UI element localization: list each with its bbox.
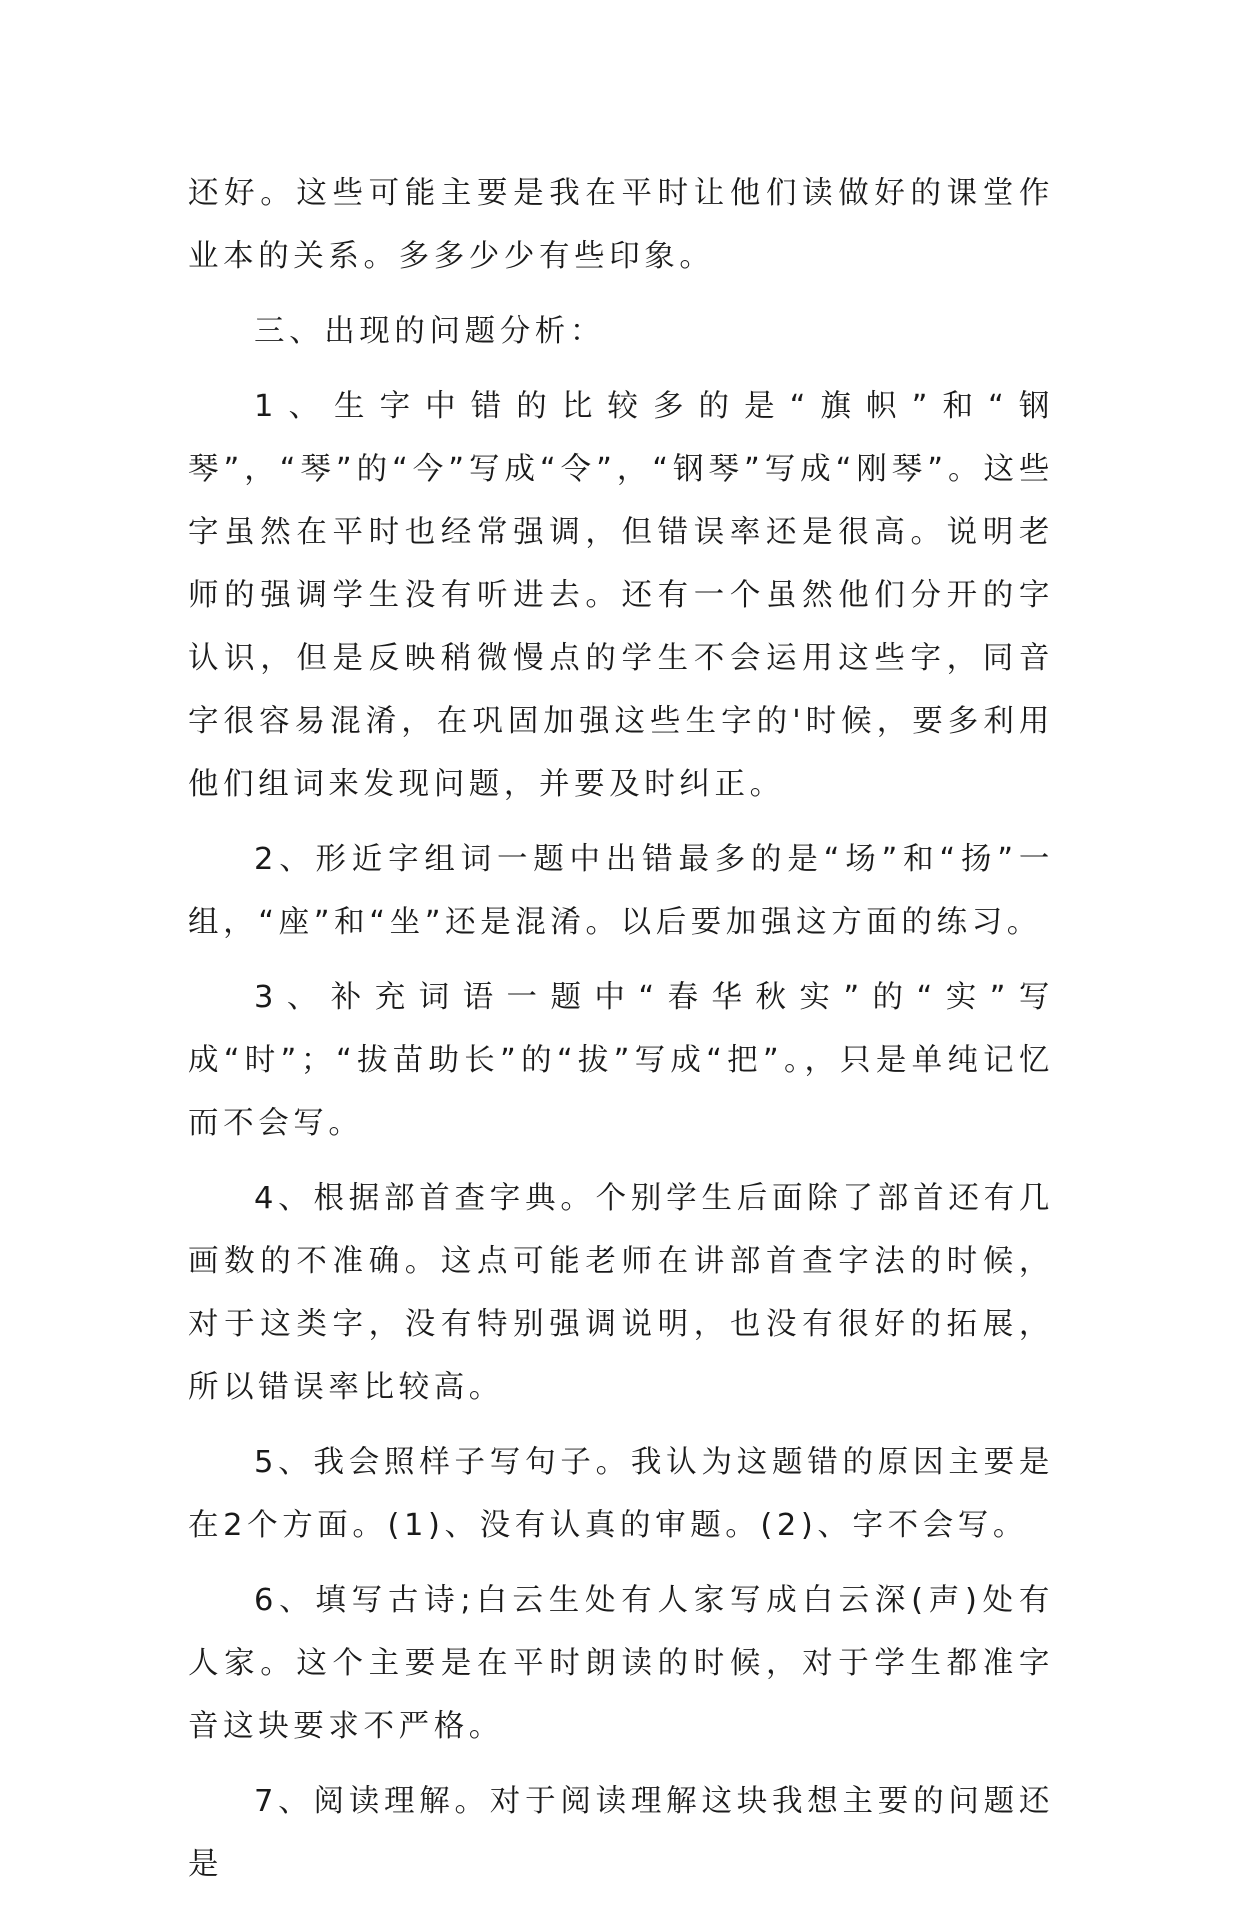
paragraph-continuation: 还好。这些可能主要是我在平时让他们读做好的课堂作业本的关系。多多少少有些印象。 xyxy=(188,176,1054,274)
section-heading-problem-analysis: 三、出现的问题分析： xyxy=(254,314,605,349)
paragraph-item-6: 6、填写古诗;白云生处有人家写成白云深(声)处有人家。这个主要是在平时朗读的时候，对于学生都准字音这块要求不严格。 xyxy=(188,1583,1054,1744)
paragraph-item-3: 3、补充词语一题中“春华秋实”的“实”写成“时”；“拔苗助长”的“拔”写成“把”。，只是单纯记忆而不会写。 xyxy=(188,980,1054,1141)
paragraph-item-7: 7、阅读理解。对于阅读理解这块我想主要的问题还是 xyxy=(188,1784,1054,1882)
document-body xyxy=(188,162,1054,1908)
paragraph-item-2: 2、形近字组词一题中出错最多的是“场”和“扬”一组，“座”和“坐”还是混淆。以后要加强这方面的练习。 xyxy=(188,842,1054,940)
paragraph-item-4: 4、根据部首查字典。个别学生后面除了部首还有几画数的不准确。这点可能老师在讲部首查字法的时候，对于这类字，没有特别强调说明，也没有很好的拓展，所以错误率比较高。 xyxy=(188,1181,1054,1405)
paragraph-item-5: 5、我会照样子写句子。我认为这题错的原因主要是在2个方面。(1)、没有认真的审题。(2)、字不会写。 xyxy=(188,1445,1054,1543)
paragraph-item-1: 1、生字中错的比较多的是“旗帜”和“钢琴”，“琴”的“今”写成“令”，“钢琴”写成“刚琴”。这些字虽然在平时也经常强调，但错误率还是很高。说明老师的强调学生没有听进去。还有一个虽然他们分开的字认识，但是反映稍微慢点的学生不会运用这些字，同音字很容易混淆，在巩固加强这些生字的'时候，要多利用他们组词来发现问题，并要及时纠正。 xyxy=(188,389,1054,802)
